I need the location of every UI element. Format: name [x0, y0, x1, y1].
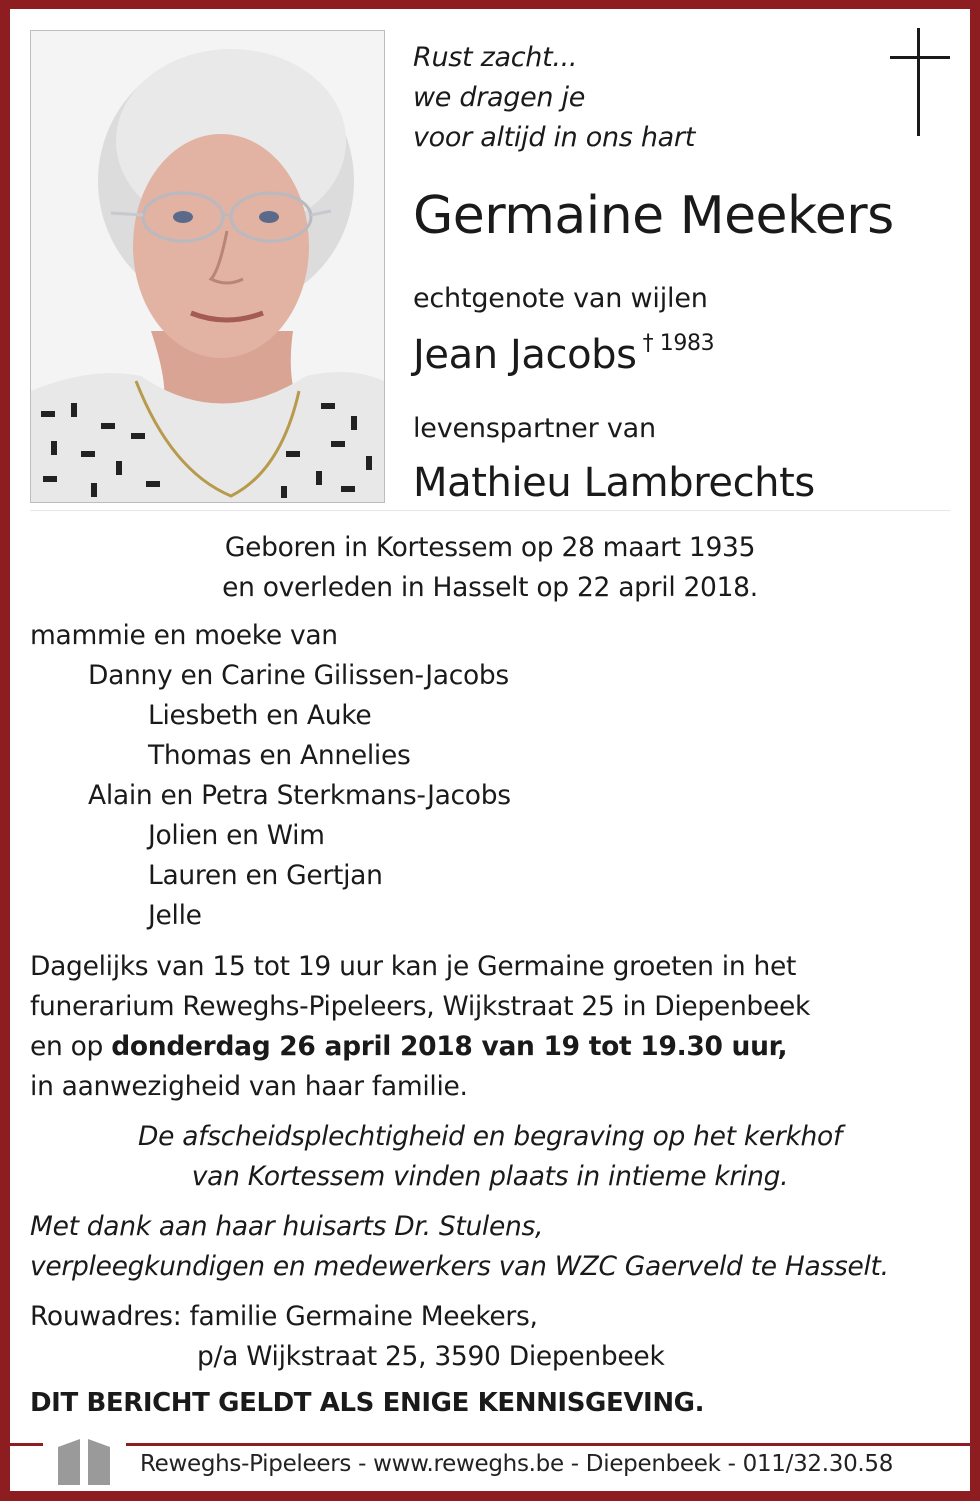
visitation-info	[30, 947, 810, 1107]
spouse-relation: echtgenote van wijlen	[413, 283, 708, 314]
family-member: Liesbeth en Auke	[148, 700, 372, 731]
family-member: Lauren en Gertjan	[148, 860, 383, 891]
family-member: Jelle	[148, 900, 202, 931]
ceremony-line: De afscheidsplechtigheid en begraving op het kerkhof	[138, 1121, 842, 1152]
ceremony-line: van Kortessem vinden plaats in intieme kring.	[191, 1161, 789, 1192]
address-line: Rouwadres: familie Germaine Meekers,	[30, 1301, 538, 1332]
divider	[30, 510, 950, 511]
cross-icon	[888, 28, 952, 138]
family-member: Alain en Petra Sterkmans-Jacobs	[88, 780, 511, 811]
thanks-line: Met dank aan haar huisarts Dr. Stulens,	[30, 1211, 544, 1242]
portrait-photo	[30, 30, 385, 503]
motto-line: Rust zacht...	[413, 42, 578, 73]
family-member: Danny en Carine Gilissen-Jacobs	[88, 660, 509, 691]
ceremony-info	[30, 1117, 950, 1197]
family-list	[30, 616, 511, 936]
visitation-line: funerarium Reweghs-Pipeleers, Wijkstraat 25 in Diepenbeek	[30, 991, 811, 1022]
birth-info	[30, 528, 950, 608]
birth-line: en overleden in Hasselt op 22 april 2018.	[222, 572, 758, 603]
partner-name: Mathieu Lambrechts	[413, 460, 815, 506]
partner-relation: levenspartner van	[413, 413, 656, 444]
motto-line: we dragen je	[413, 82, 586, 113]
spouse-death-year: † 1983	[642, 331, 715, 356]
footer-rule	[126, 1443, 970, 1446]
visitation-prefix: en op	[30, 1031, 112, 1062]
deceased-name: Germaine Meekers	[413, 186, 894, 246]
family-member: Thomas en Annelies	[148, 740, 411, 771]
thanks-line: verpleegkundigen en medewerkers van WZC Gaerveld te Hasselt.	[30, 1251, 889, 1282]
footer-rule	[10, 1443, 43, 1446]
mourning-address	[30, 1297, 665, 1377]
address-line: p/a Wijkstraat 25, 3590 Diepenbeek	[197, 1341, 665, 1372]
motto	[413, 38, 695, 158]
funeral-home-logo-icon	[58, 1437, 114, 1489]
family-member: Jolien en Wim	[148, 820, 325, 851]
spouse-name: Jean Jacobs	[413, 332, 637, 378]
visitation-date: donderdag 26 april 2018 van 19 tot 19.30 uur,	[111, 1031, 788, 1062]
footer-contact: Reweghs-Pipeleers - www.reweghs.be - Diepenbeek - 011/32.30.58	[140, 1451, 894, 1477]
thanks-note	[30, 1207, 889, 1287]
motto-line: voor altijd in ons hart	[413, 122, 695, 153]
visitation-line: Dagelijks van 15 tot 19 uur kan je Germaine groeten in het	[30, 951, 797, 982]
family-intro: mammie en moeke van	[30, 620, 338, 651]
visitation-line: in aanwezigheid van haar familie.	[30, 1071, 468, 1102]
visitation-line	[30, 1027, 810, 1067]
notice-statement: DIT BERICHT GELDT ALS ENIGE KENNISGEVING.	[30, 1388, 705, 1418]
spouse-line	[413, 331, 714, 378]
birth-line: Geboren in Kortessem op 28 maart 1935	[224, 532, 756, 563]
